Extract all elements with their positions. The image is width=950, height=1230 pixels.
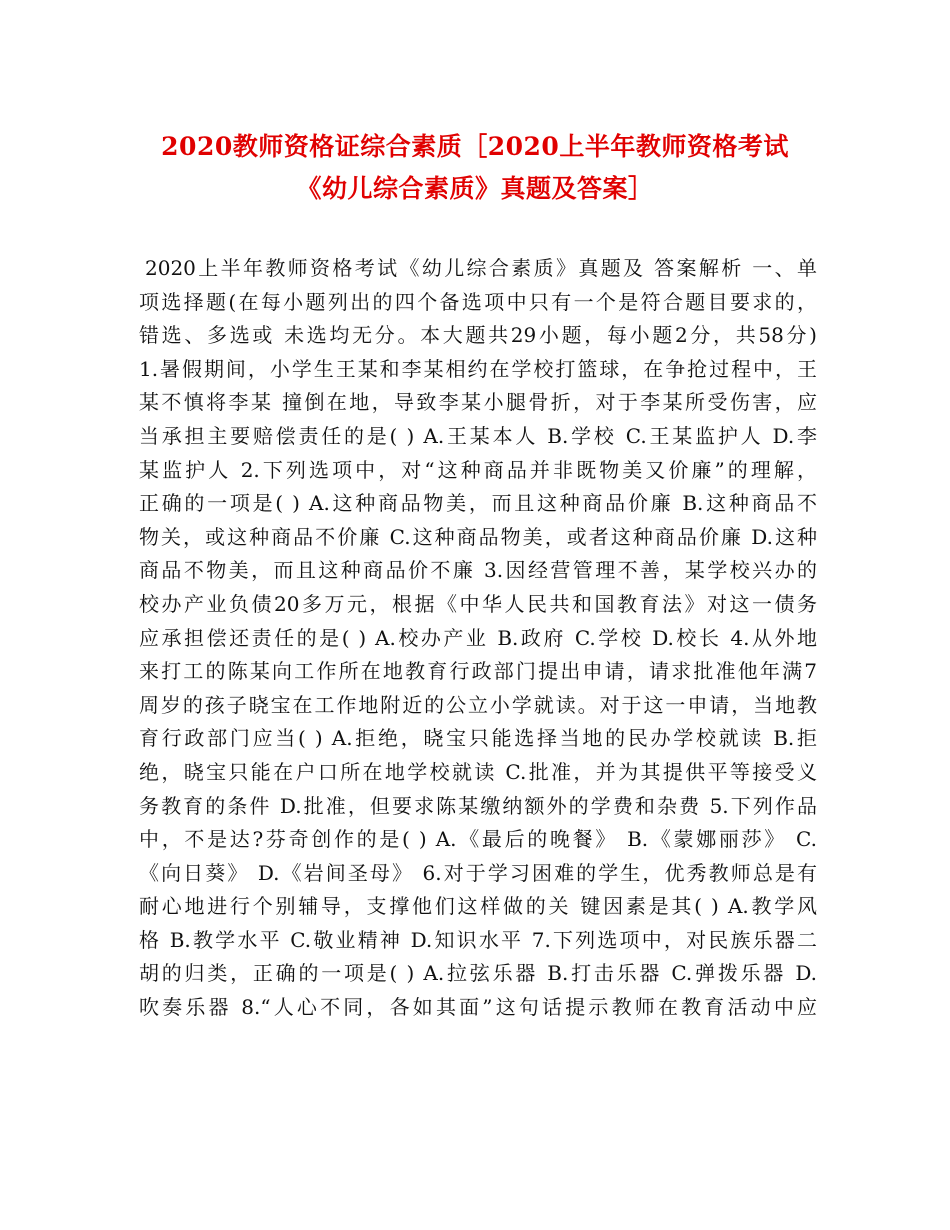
body-line: 格 B.教学水平 C.敬业精神 D.知识水平 7.下列选项中，对民族乐器二 (139, 927, 817, 952)
body-line: 吹奏乐器 8.“人心不同，各如其面”这句话提示教师在教育活动中应 (139, 995, 817, 1020)
body-line: 某监护人 2.下列选项中，对“这种商品并非既物美又价廉”的理解， (139, 457, 817, 482)
title-line-1: 2020教师资格证综合素质［2020上半年教师资格考试 (161, 132, 789, 161)
body-line: 耐心地进行个别辅导，支撑他们这样做的关 键因素是其( ) A.教学风 (139, 894, 817, 919)
body-line: 应承担偿还责任的是( ) A.校办产业 B.政府 C.学校 D.校长 4.从外地 (139, 625, 817, 650)
body-line: 项选择题(在每小题列出的四个备选项中只有一个是符合题目要求的， (139, 289, 817, 314)
body-line: 1.暑假期间，小学生王某和李某相约在学校打篮球，在争抢过程中，王 (139, 356, 817, 381)
body-line: 来打工的陈某向工作所在地教育行政部门提出申请，请求批准他年满7 (139, 659, 817, 684)
body-line: 绝，晓宝只能在户口所在地学校就读 C.批准，并为其提供平等接受义 (139, 759, 817, 784)
body-line: 物关，或这种商品不价廉 C.这种商品物美，或者这种商品价廉 D.这种 (139, 524, 817, 549)
body-line: 正确的一项是( ) A.这种商品物美，而且这种商品价廉 B.这种商品不 (139, 491, 817, 516)
body-line: 中，不是达?芬奇创作的是( ) A.《最后的晚餐》 B.《蒙娜丽莎》 C. (139, 827, 817, 852)
document-body (139, 252, 817, 1025)
body-line: 错选、多选或 未选均无分。本大题共29小题，每小题2分，共58分) (139, 323, 817, 348)
body-line: 周岁的孩子晓宝在工作地附近的公立小学就读。对于这一申请，当地教 (139, 692, 817, 717)
body-line: 《向日葵》 D.《岩间圣母》 6.对于学习困难的学生，优秀教师总是有 (139, 860, 817, 885)
title-line-2: 《幼儿综合素质》真题及答案］ (296, 174, 654, 203)
body-line: 2020上半年教师资格考试《幼儿综合素质》真题及 答案解析 一、单 (145, 256, 817, 280)
body-line: 胡的归类，正确的一项是( ) A.拉弦乐器 B.打击乐器 C.弹拨乐器 D. (139, 961, 817, 986)
body-line: 某不慎将李某 撞倒在地，导致李某小腿骨折，对于李某所受伤害，应 (139, 390, 817, 415)
document-title (100, 126, 850, 210)
body-line: 育行政部门应当( ) A.拒绝，晓宝只能选择当地的民办学校就读 B.拒 (139, 726, 817, 751)
body-line: 校办产业负债20多万元，根据《中华人民共和国教育法》对这一债务 (139, 591, 817, 616)
body-line: 务教育的条件 D.批准，但要求陈某缴纳额外的学费和杂费 5.下列作品 (139, 793, 817, 818)
body-line: 商品不物美，而且这种商品价不廉 3.因经营管理不善，某学校兴办的 (139, 558, 817, 583)
body-line: 当承担主要赔偿责任的是( ) A.王某本人 B.学校 C.王某监护人 D.李 (139, 423, 817, 448)
